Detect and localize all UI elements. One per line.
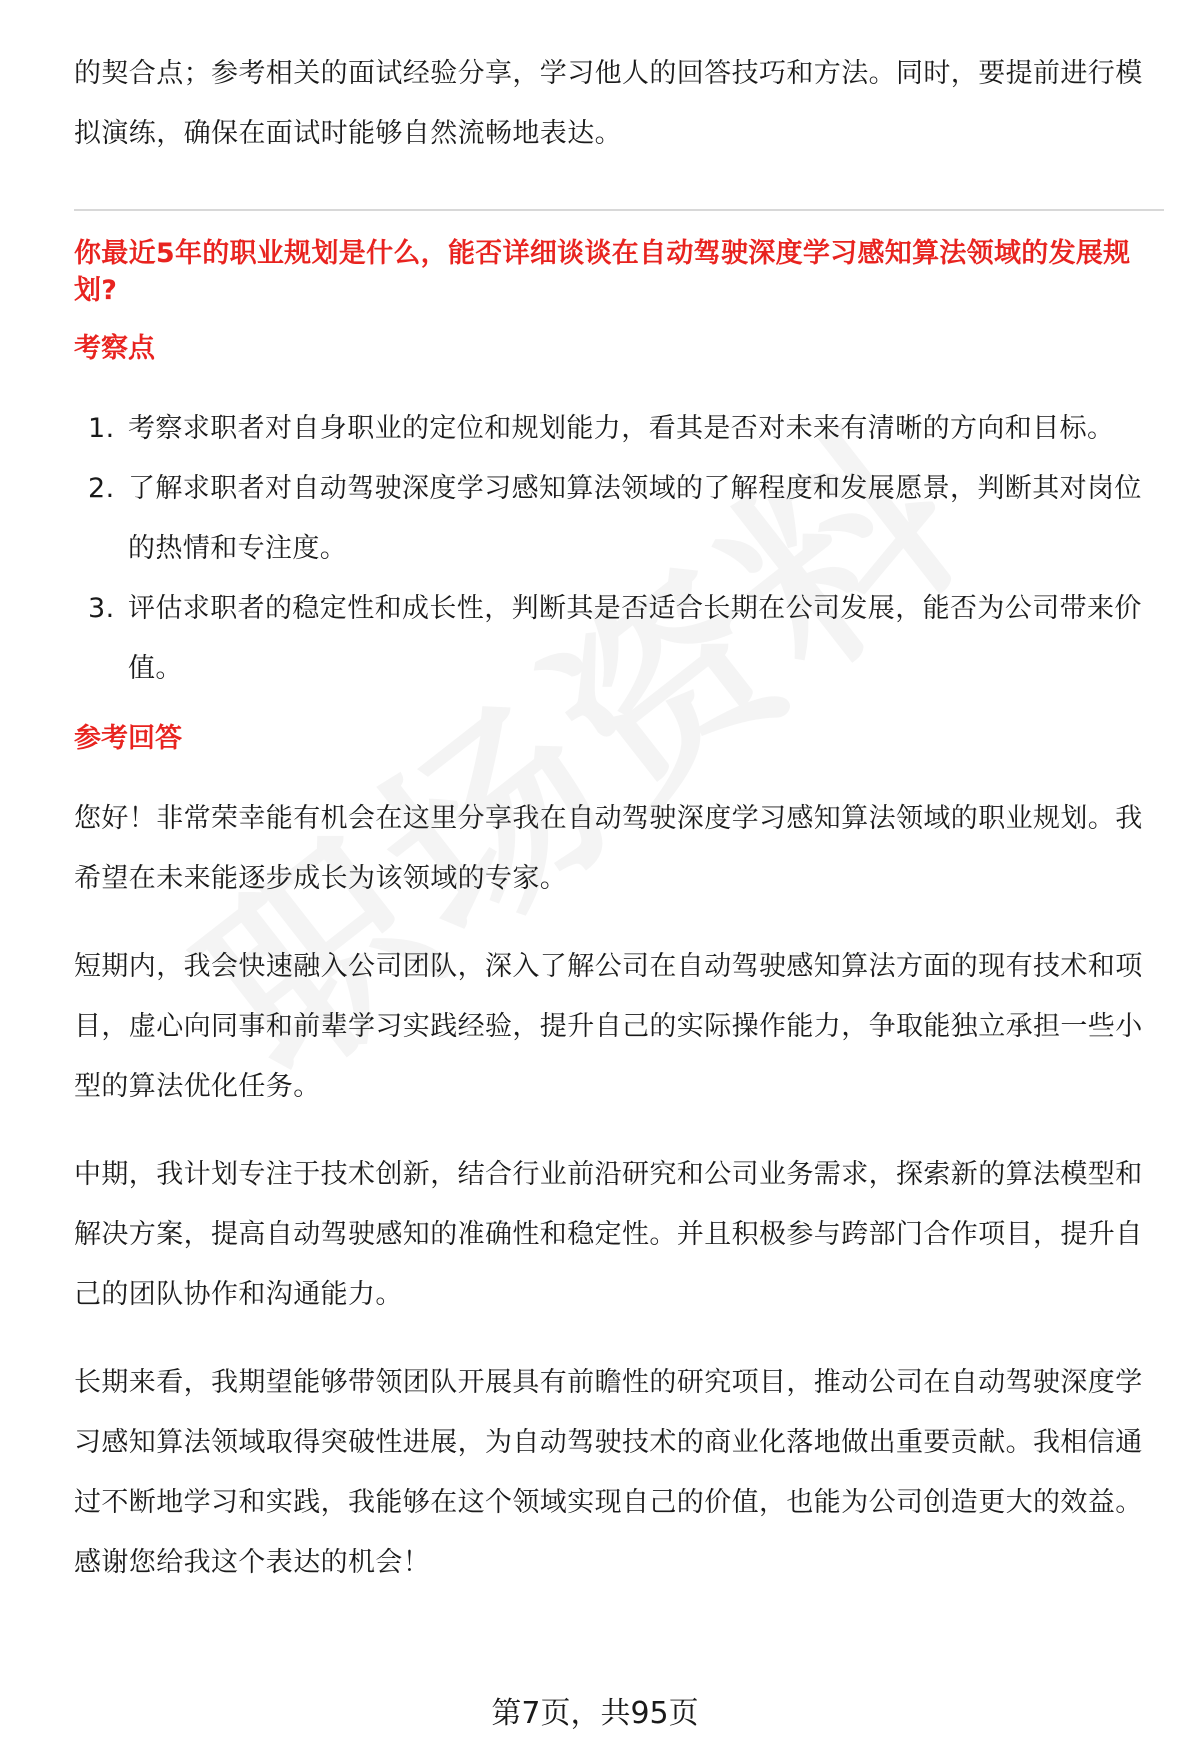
intro-paragraph: 的契合点；参考相关的面试经验分享，学习他人的回答技巧和方法。同时，要提前进行模拟演练，确保在面试时能够自然流畅地表达。 bbox=[74, 58, 1143, 149]
assessment-item-1 bbox=[74, 399, 1164, 459]
list-item-text: 考察求职者对自身职业的定位和规划能力，看其是否对未来有清晰的方向和目标。 bbox=[128, 413, 1115, 444]
list-item-text: 了解求职者对自动驾驶深度学习感知算法领域的了解程度和发展愿景，判断其对岗位的热情和专注度。 bbox=[128, 473, 1142, 564]
list-number: 1. bbox=[88, 413, 115, 444]
assessment-item-2 bbox=[74, 459, 1164, 579]
assessment-list bbox=[74, 399, 1164, 699]
answer-paragraph-3: 中期，我计划专注于技术创新，结合行业前沿研究和公司业务需求，探索新的算法模型和解决方案，提高自动驾驶感知的准确性和稳定性。并且积极参与跨部门合作项目，提升自己的团队协作和沟通能力。 bbox=[74, 1159, 1143, 1310]
page-content bbox=[74, 44, 1164, 1593]
answer-paragraph-2: 短期内，我会快速融入公司团队，深入了解公司在自动驾驶感知算法方面的现有技术和项目，虚心向同事和前辈学习实践经验，提升自己的实际操作能力，争取能独立承担一些小型的算法优化任务。 bbox=[74, 951, 1143, 1102]
list-number: 2. bbox=[88, 473, 115, 504]
answer-paragraph-4: 长期来看，我期望能够带领团队开展具有前瞻性的研究项目，推动公司在自动驾驶深度学习感知算法领域取得突破性进展，为自动驾驶技术的商业化落地做出重要贡献。我相信通过不断地学习和实践，我能够在这个领域实现自己的价值，也能为公司创造更大的效益。感谢您给我这个表达的机会！ bbox=[74, 1367, 1143, 1578]
answer-paragraph-1: 您好！非常荣幸能有机会在这里分享我在自动驾驶深度学习感知算法领域的职业规划。我希望在未来能逐步成长为该领域的专家。 bbox=[74, 803, 1143, 894]
assessment-heading: 考察点 bbox=[74, 333, 155, 364]
list-number: 3. bbox=[88, 593, 115, 624]
page-number-footer: 第7页，共95页 bbox=[491, 1696, 699, 1731]
answer-heading: 参考回答 bbox=[74, 723, 182, 754]
list-item-text: 评估求职者的稳定性和成长性，判断其是否适合长期在公司发展，能否为公司带来价值。 bbox=[128, 593, 1142, 684]
section-divider bbox=[74, 209, 1164, 211]
assessment-item-3 bbox=[74, 579, 1164, 699]
question-title: 你最近5年的职业规划是什么，能否详细谈谈在自动驾驶深度学习感知算法领域的发展规划? bbox=[74, 238, 1131, 306]
